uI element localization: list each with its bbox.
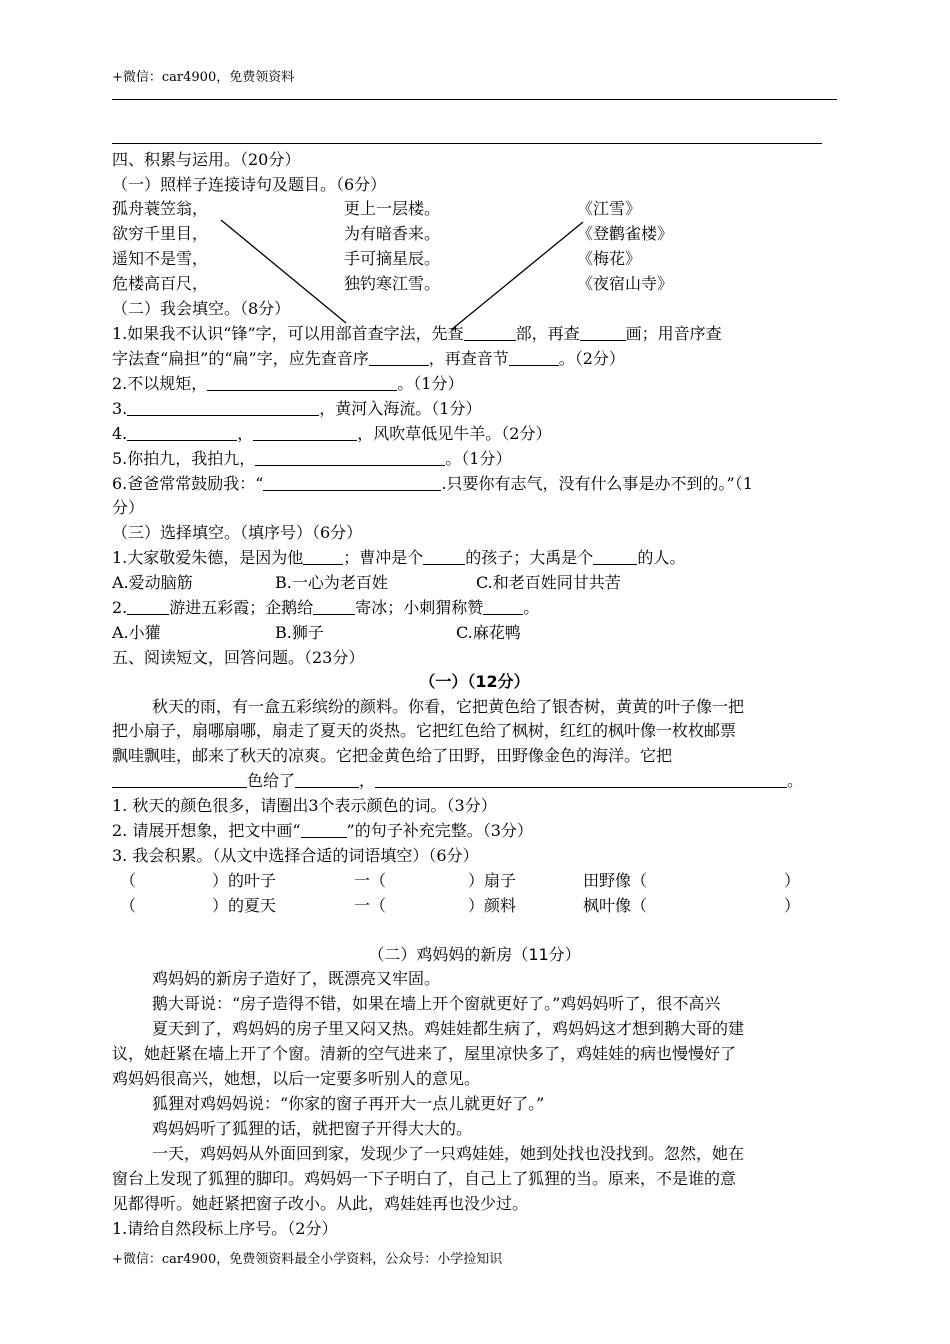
passage-line: 窗台上发现了狐狸的脚印。鸡妈妈一下子明白了，自己上了狐狸的当。原来，不是谁的意 <box>112 1169 737 1188</box>
option: A.小獾 <box>112 623 161 642</box>
poem-title: 《登鹳雀楼》 <box>577 224 674 243</box>
blank[interactable] <box>509 349 559 366</box>
option: C.和老百姓同甘共苦 <box>476 573 621 592</box>
fill-item-4: 4. ， ，风吹草低见牛羊。（2分） <box>112 424 552 443</box>
poem-line: 遥知不是雪， <box>112 249 209 268</box>
fill-item-6-cont: 分） <box>112 498 145 517</box>
blank[interactable] <box>127 424 237 441</box>
bracket: （ <box>120 896 137 915</box>
passage-title: （二）鸡妈妈的新房（11分） <box>368 945 581 964</box>
word-slot: ）的叶子 <box>212 871 277 890</box>
blank[interactable] <box>127 399 319 416</box>
passage-line: 鸡妈妈的新房子造好了，既漂亮又牢固。 <box>152 969 441 988</box>
poem-title: 《江雪》 <box>577 199 642 218</box>
blank[interactable] <box>593 548 637 565</box>
word-slot: 一（ <box>354 871 387 890</box>
word-slot: ）扇子 <box>468 871 517 890</box>
blank[interactable] <box>255 449 445 466</box>
blank[interactable] <box>303 548 343 565</box>
passage-line: 把小扇子，扇哪扇哪，扇走了夏天的炎热。它把红色给了枫树，红红的枫叶像一枚枚邮票 <box>112 721 737 740</box>
blank[interactable] <box>253 424 357 441</box>
poem-line: 危楼高百尺， <box>112 274 209 293</box>
question-title: （二）我会填空。（8分） <box>112 299 291 318</box>
bracket: ） <box>784 871 801 890</box>
blank[interactable] <box>295 771 359 788</box>
choice-item-2: 2. 游进五彩霞；企鹅给 寄冰；小刺猬称赞 。 <box>112 598 540 617</box>
reading-question: 1. 秋天的颜色很多，请圈出3个表示颜色的词。（3分） <box>112 796 497 815</box>
blank[interactable] <box>375 771 787 788</box>
fill-item-5: 5.你拍九，我拍九， 。（1分） <box>112 449 512 468</box>
option: C.麻花鸭 <box>456 623 521 642</box>
poem-line: 欲穷千里目， <box>112 224 209 243</box>
blank[interactable] <box>263 474 441 491</box>
poem-line: 独钓寒江雪。 <box>344 274 441 293</box>
connect-line-right <box>451 222 583 330</box>
blank[interactable] <box>369 349 429 366</box>
blank[interactable] <box>207 374 397 391</box>
fill-item-1: 1.如果我不认识“锋”字，可以用部首查字法，先查 部，再查 画；用音序查 <box>112 324 722 343</box>
poem-line: 孤舟蓑笠翁， <box>112 199 209 218</box>
passage-line: 飘哇飘哇，邮来了秋天的凉爽。它把金黄色给了田野，田野像金色的海洋。它把 <box>112 746 673 765</box>
blank[interactable] <box>313 598 355 615</box>
fill-item-6: 6.爸爸常常鼓励我：“ .只要你有志气，没有什么事是办不到的。”（1 <box>112 474 753 493</box>
word-slot: ）的夏天 <box>212 896 277 915</box>
blank[interactable] <box>127 598 169 615</box>
fill-item-2: 2.不以规矩， 。（1分） <box>112 374 464 393</box>
choice-item-1: 1.大家敬爱朱德，是因为他 ；曹冲是个 的孩子；大禹是个 的人。 <box>112 548 686 567</box>
passage-line: 狐狸对鸡妈妈说：“你家的窗子再开大一点儿就更好了。” <box>152 1094 545 1113</box>
blank[interactable] <box>464 324 516 341</box>
word-slot: 一（ <box>354 896 387 915</box>
poem-title: 《夜宿山寺》 <box>577 274 674 293</box>
reading-question: 3. 我会积累。（从文中选择合适的词语填空）（6分） <box>112 846 479 865</box>
passage-line: 一天，鸡妈妈从外面回到家，发现少了一只鸡娃娃，她到处找也没找到。忽然，她在 <box>152 1144 745 1163</box>
poem-line: 为有暗香来。 <box>344 224 441 243</box>
passage-title: （一）（12分） <box>419 672 530 691</box>
word-slot: 枫叶像（ <box>583 896 648 915</box>
option: B.狮子 <box>275 623 324 642</box>
passage-line: 鹅大哥说：“房子造得不错，如果在墙上开个窗就更好了。”鸡妈妈听了，很不高兴 <box>152 994 721 1013</box>
passage-line: 鸡妈妈很高兴，她想，以后一定要多听别人的意见。 <box>112 1069 481 1088</box>
bracket: （ <box>120 871 137 890</box>
section-title: 五、阅读短文，回答问题。（23分） <box>112 648 365 667</box>
header-note: +微信：car4900，免费领资料 <box>112 70 295 85</box>
blank[interactable] <box>301 821 347 838</box>
poem-line: 手可摘星辰。 <box>344 249 441 268</box>
passage-line: 见都得听。她赶紧把窗子改小。从此，鸡娃娃再也没少过。 <box>112 1194 529 1213</box>
word-slot: ）颜料 <box>468 896 517 915</box>
section-title: 四、积累与运用。（20分） <box>112 150 301 169</box>
passage-line: 鸡妈妈听了狐狸的话，就把窗子开得大大的。 <box>152 1119 473 1138</box>
option: A.爱动脑筋 <box>112 573 193 592</box>
fill-item-1-cont: 字法查“扁担”的“扁”字，应先查音序 ，再查音节 。（2分） <box>112 349 625 368</box>
reading-question: 2. 请展开想象，把文中画“ ”的句子补充完整。（3分） <box>112 821 533 840</box>
bracket: ） <box>784 896 801 915</box>
word-slot: 田野像（ <box>583 871 648 890</box>
poem-title: 《梅花》 <box>577 249 642 268</box>
reading-question: 1.请给自然段标上序号。（2分） <box>112 1219 338 1238</box>
passage-line-blanks: 色给了 ， 。 <box>112 770 803 792</box>
question-title: （一）照样子连接诗句及题目。（6分） <box>112 175 387 194</box>
blank[interactable] <box>423 548 465 565</box>
footer-note: +微信：car4900，免费领资料最全小学资料，公众号：小学捡知识 <box>112 1252 503 1267</box>
passage-line: 夏天到了，鸡妈妈的房子里又闷又热。鸡娃娃都生病了，鸡妈妈这才想到鹅大哥的建 <box>152 1019 745 1038</box>
passage-line: 议，她赶紧在墙上开了个窗。清新的空气进来了，屋里凉快多了，鸡娃娃的病也慢慢好了 <box>112 1044 737 1063</box>
question-title: （三）选择填空。（填序号）（6分） <box>112 523 363 542</box>
fill-item-3: 3. ，黄河入海流。（1分） <box>112 399 482 418</box>
option: B.一心为老百姓 <box>275 573 388 592</box>
blank[interactable] <box>483 598 523 615</box>
passage-line: 秋天的雨，有一盒五彩缤纷的颜料。你看，它把黄色给了银杏树，黄黄的叶子像一把 <box>152 697 745 716</box>
poem-line: 更上一层楼。 <box>344 199 441 218</box>
blank[interactable] <box>112 771 247 788</box>
blank[interactable] <box>580 324 626 341</box>
